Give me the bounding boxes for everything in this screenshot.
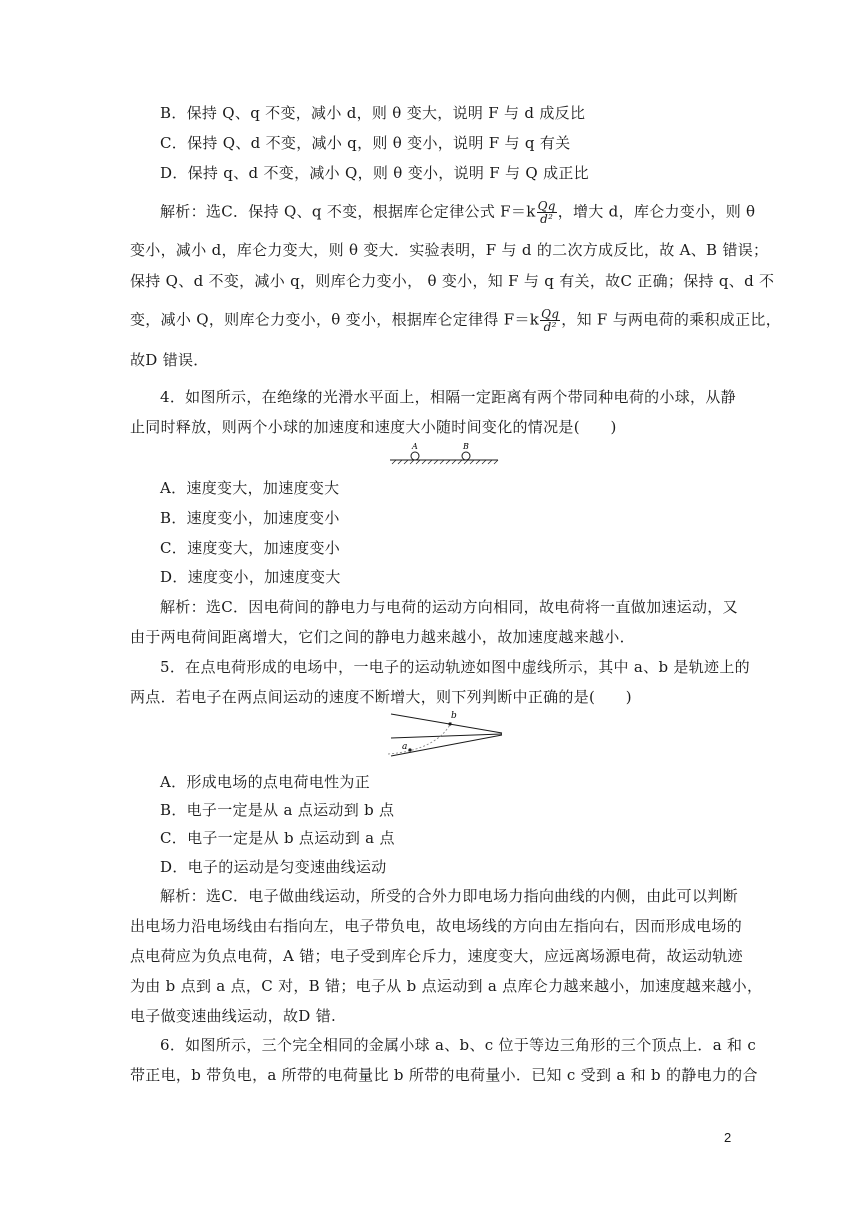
q5-option-b: B．电子一定是从 a 点运动到 b 点 — [160, 801, 395, 819]
fraction-numerator: Qq — [541, 307, 560, 321]
q3-analysis-line-4 — [130, 308, 781, 333]
field-line-middle — [391, 734, 502, 738]
ball-b — [462, 452, 470, 460]
q5-analysis-line-4: 为由 b 点到 a 点，C 对，B 错；电子从 b 点运动到 a 点库仑力越来越小，加速度越来越小， — [130, 977, 763, 995]
q5-analysis-line-2: 出电场力沿电场线由右指向左，电子带负电，故电场线的方向由左指向右，因而形成电场的 — [130, 917, 743, 935]
q4-analysis-line-2: 由于两电荷间距离增大，它们之间的静电力越来越小，故加速度越来越小． — [130, 628, 635, 646]
ball-a-label: A — [412, 442, 418, 451]
fraction-numerator: Qq — [537, 199, 556, 213]
q3-analysis-line-3: 保持 Q、d 不变，减小 q，则库仑力变小， θ 变小，知 F 与 q 有关，故C 正确；保持 q、d 不 — [130, 272, 775, 290]
q3-analysis-text: 变，减小 Q，则库仑力变小，θ 变小，根据库仑定律得 F＝k — [130, 310, 540, 329]
q3-analysis-line-1 — [160, 200, 755, 225]
q5-analysis-line-3: 点电荷应为负点电荷，A 错；电子受到库仑斥力，速度变大，应远离场源电荷，故运动轨迹 — [130, 947, 743, 965]
q5-figure-electric-field — [388, 708, 504, 760]
coulomb-formula-fraction — [540, 308, 560, 333]
q5-analysis-line-5: 电子做变速曲线运动，故D 错. — [130, 1007, 337, 1025]
q4-option-d: D．速度变小，加速度变大 — [160, 568, 341, 586]
q5-analysis-line-1: 解析：选C．电子做曲线运动，所受的合外力即电场力指向曲线的内侧，由此可以判断 — [160, 887, 738, 905]
q5-stem-line-1: 5．在点电荷形成的电场中，一电子的运动轨迹如图中虚线所示，其中 a、b 是轨迹上的 — [160, 658, 750, 676]
page-number: 2 — [724, 1130, 732, 1145]
coulomb-formula-fraction — [537, 200, 557, 225]
q3-analysis-text: 解析：选C．保持 Q、q 不变，根据库仑定律公式 F＝k — [160, 202, 536, 221]
point-b-label: b — [451, 711, 457, 721]
ball-b-label: B — [463, 442, 469, 451]
q3-option-c: C．保持 Q、d 不变，减小 q，则 θ 变小，说明 F 与 q 有关 — [160, 134, 571, 152]
q6-stem-line-1: 6．如图所示，三个完全相同的金属小球 a、b、c 位于等边三角形的三个顶点上．a 和 c — [160, 1036, 757, 1054]
ground-hatching — [392, 460, 498, 464]
q5-stem-line-2: 两点．若电子在两点间运动的速度不断增大，则下列判断中正确的是( ) — [130, 688, 632, 706]
q4-option-b: B．速度变小，加速度变小 — [160, 509, 340, 527]
q3-option-b: B．保持 Q、q 不变，减小 d，则 θ 变大，说明 F 与 d 成反比 — [160, 104, 586, 122]
q5-option-d: D．电子的运动是匀变速曲线运动 — [160, 858, 387, 876]
point-a — [408, 748, 411, 751]
q4-figure-two-balls — [388, 442, 500, 466]
q4-option-a: A．速度变大，加速度变大 — [160, 479, 340, 497]
q3-analysis-text: ，知 F 与两电荷的乘积成正比， — [561, 310, 782, 329]
ball-a — [411, 452, 419, 460]
q6-stem-line-2: 带正电，b 带负电，a 所带的电荷量比 b 所带的电荷量小．已知 c 受到 a 和 b 的静电力的合 — [130, 1066, 758, 1084]
fraction-denominator: d² — [543, 320, 557, 334]
field-line-bottom — [391, 735, 502, 756]
q3-analysis-line-5: 故D 错误． — [130, 351, 209, 369]
fraction-denominator: d² — [540, 212, 554, 226]
q4-stem-line-1: 4．如图所示，在绝缘的光滑水平面上，相隔一定距离有两个带同种电荷的小球，从静 — [160, 388, 736, 406]
point-b — [448, 722, 451, 725]
q4-analysis-line-1: 解析：选C．因电荷间的静电力与电荷的运动方向相同，故电荷将一直做加速运动，又 — [160, 598, 738, 616]
q5-option-a: A．形成电场的点电荷电性为正 — [160, 773, 371, 791]
q3-analysis-text: ，增大 d，库仑力变小，则 θ — [557, 202, 756, 221]
q4-option-c: C．速度变大，加速度变小 — [160, 539, 341, 557]
point-a-label: a — [402, 742, 408, 752]
q4-stem-line-2: 止同时释放，则两个小球的加速度和速度大小随时间变化的情况是( ) — [130, 418, 617, 436]
q5-option-c: C．电子一定是从 b 点运动到 a 点 — [160, 829, 395, 847]
q3-option-d: D．保持 q、d 不变，减小 Q，则 θ 变小，说明 F 与 Q 成正比 — [160, 164, 589, 182]
q3-analysis-line-2: 变小，减小 d，库仑力变大，则 θ 变大．实验表明，F 与 d 的二次方成反比，故 A、B 错误； — [130, 241, 769, 259]
